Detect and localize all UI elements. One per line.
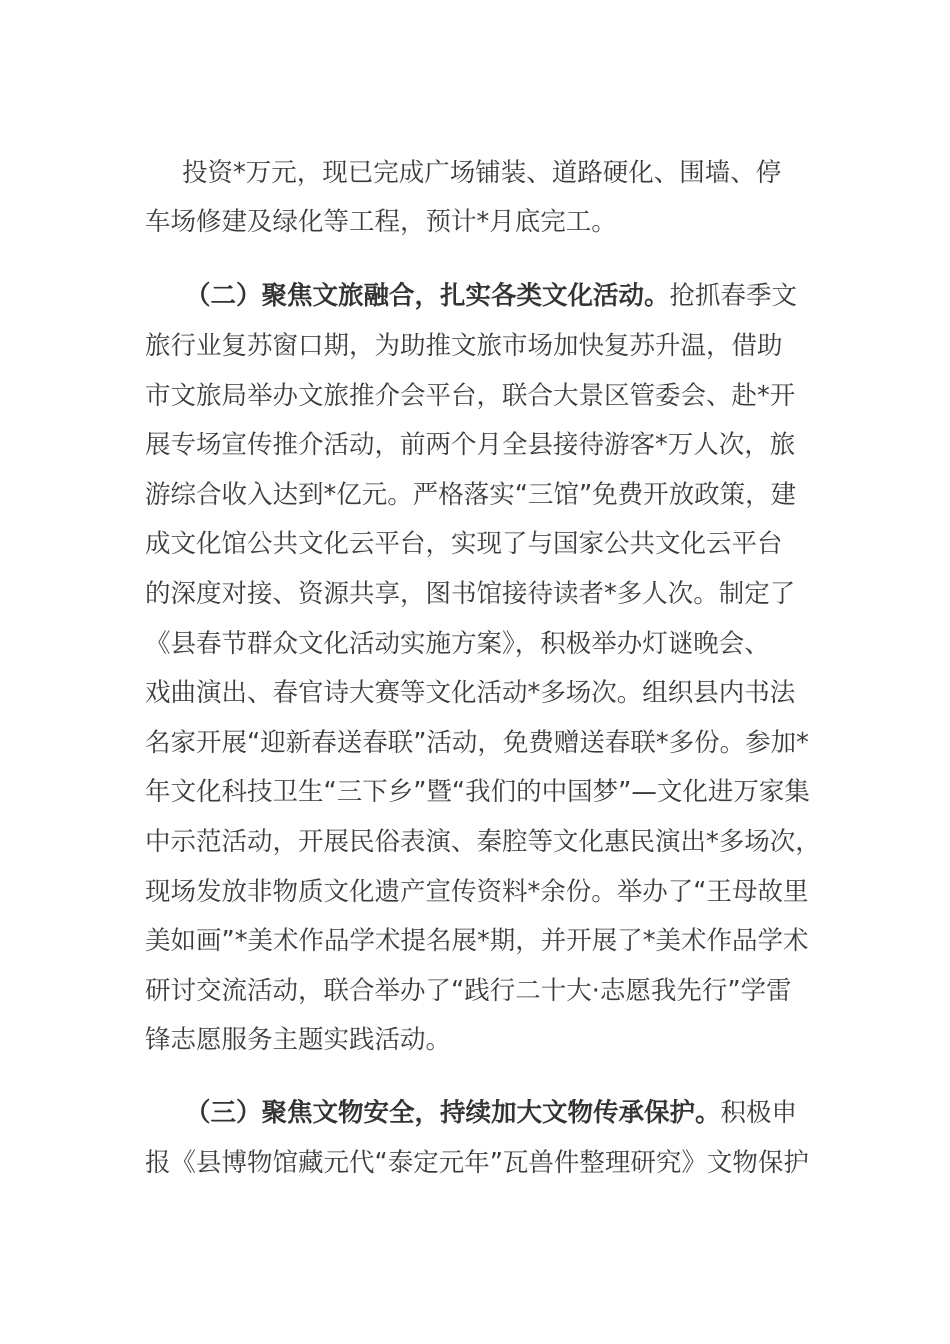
paragraph-line: 投资*万元，现已完成广场铺装、道路硬化、围墙、停 <box>182 158 782 188</box>
paragraph-line: 年文化科技卫生“三下乡”暨“我们的中国梦”—文化进万家集 <box>145 777 810 808</box>
paragraph-line: 市文旅局举办文旅推介会平台，联合大景区管委会、赴*开 <box>145 380 796 411</box>
paragraph-line: 戏曲演出、春官诗大赛等文化活动*多场次。组织县内书法 <box>145 678 796 709</box>
section-heading-line <box>185 271 797 321</box>
paragraph-line: 展专场宣传推介活动，前两个月全县接待游客*万人次，旅 <box>145 430 796 461</box>
paragraph-line: 旅行业复苏窗口期，为助推文旅市场加快复苏升温，借助 <box>145 331 783 361</box>
paragraph-line: 游综合收入达到*亿元。严格落实“三馆”免费开放政策，建 <box>145 479 797 510</box>
paragraph-line: 成文化馆公共文化云平台，实现了与国家公共文化云平台 <box>145 529 783 560</box>
paragraph-line: 锋志愿服务主题实践活动。 <box>145 1025 452 1056</box>
paragraph-line: 中示范活动，开展民俗表演、秦腔等文化惠民演出*多场次， <box>145 827 821 857</box>
paragraph-line: 的深度对接、资源共享，图书馆接待读者*多人次。制定了 <box>145 579 796 609</box>
paragraph-line: 报《县博物馆藏元代“泰定元年”瓦兽件整理研究》文物保护 <box>145 1148 809 1178</box>
paragraph-line: 美如画”*美术作品学术提名展*期，并开展了*美术作品学术 <box>145 926 809 957</box>
paragraph-line: 《县春节群众文化活动实施方案》，积极举办灯谜晚会、 <box>145 628 770 659</box>
paragraph-line: 车场修建及绿化等工程，预计*月底完工。 <box>145 207 617 237</box>
paragraph-line: 名家开展“迎新春送春联”活动，免费赠送春联*多份。参加* <box>145 727 809 758</box>
paragraph-line: 研讨交流活动，联合举办了“践行二十大·志愿我先行”学雷 <box>145 975 792 1006</box>
paragraph-text: 积极申 <box>720 1098 798 1128</box>
paragraph-line: 现场发放非物质文化遗产宣传资料*余份。举办了“王母故里 <box>145 876 809 907</box>
section-heading: （二）聚焦文旅融合，扎实各类文化活动。 <box>185 281 670 311</box>
section-heading-line <box>185 1088 797 1138</box>
paragraph-text: 抢抓春季文 <box>669 281 798 311</box>
section-heading: （三）聚焦文物安全，持续加大文物传承保护。 <box>185 1098 721 1128</box>
